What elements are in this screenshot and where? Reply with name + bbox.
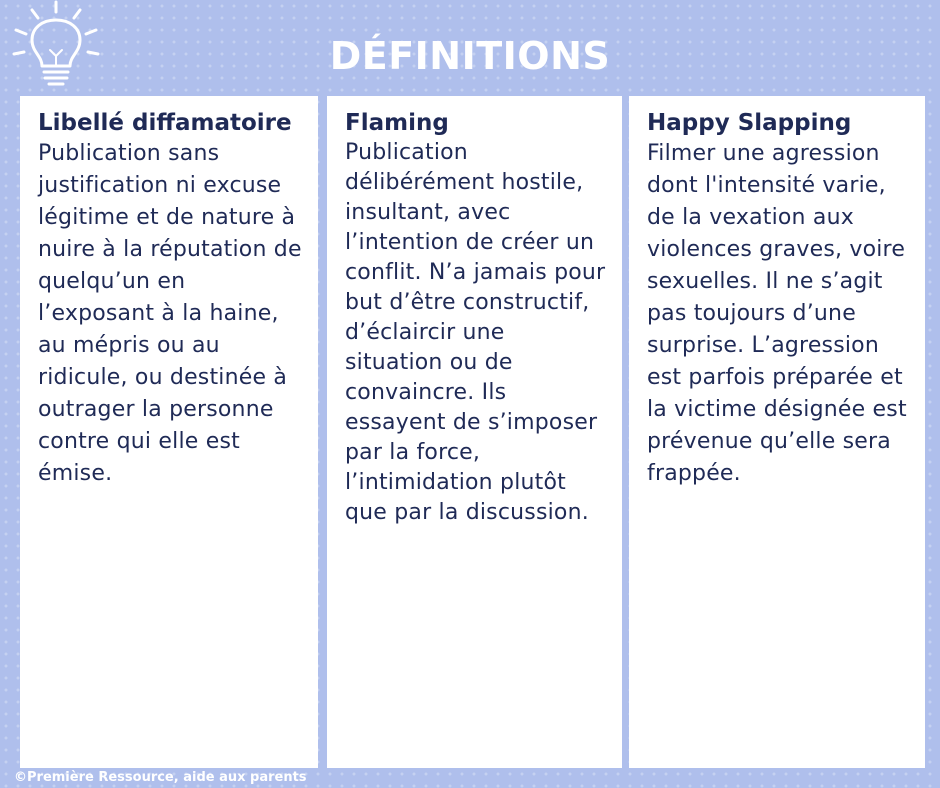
card-body: Publication sans justification ni excuse légitime et de nature à nuire à la réputation de quelqu’un en l’exposant à la haine, au mépris ou au ridicule, ou destinée à outrager la personne contre qui elle est émise. <box>38 141 302 486</box>
card-title: Happy Slapping <box>647 110 852 136</box>
definition-card-happy-slapping <box>629 96 925 768</box>
card-title: Flaming <box>345 110 449 136</box>
card-body: Filmer une agression dont l'intensité varie, de la vexation aux violences graves, voire sexuelles. Il ne s’agit pas toujours d’une surprise. L’agression est parfois préparée et la victime désignée est prévenue qu’elle sera frappée. <box>647 141 907 486</box>
card-title: Libellé diffamatoire <box>38 110 292 136</box>
definition-card-libelle <box>20 96 318 768</box>
definition-card-flaming <box>327 96 622 768</box>
card-body: Publication délibérément hostile, insultant, avec l’intention de créer un conflit. N’a jamais pour but d’être constructif, d’éclaircir une situation ou de convaincre. Ils essayent de s’imposer par la force, l’intimidation plutôt que par la discussion. <box>345 140 606 525</box>
page-title: DÉFINITIONS <box>329 34 611 78</box>
copyright-footer: ©Première Ressource, aide aux parents <box>14 770 307 785</box>
